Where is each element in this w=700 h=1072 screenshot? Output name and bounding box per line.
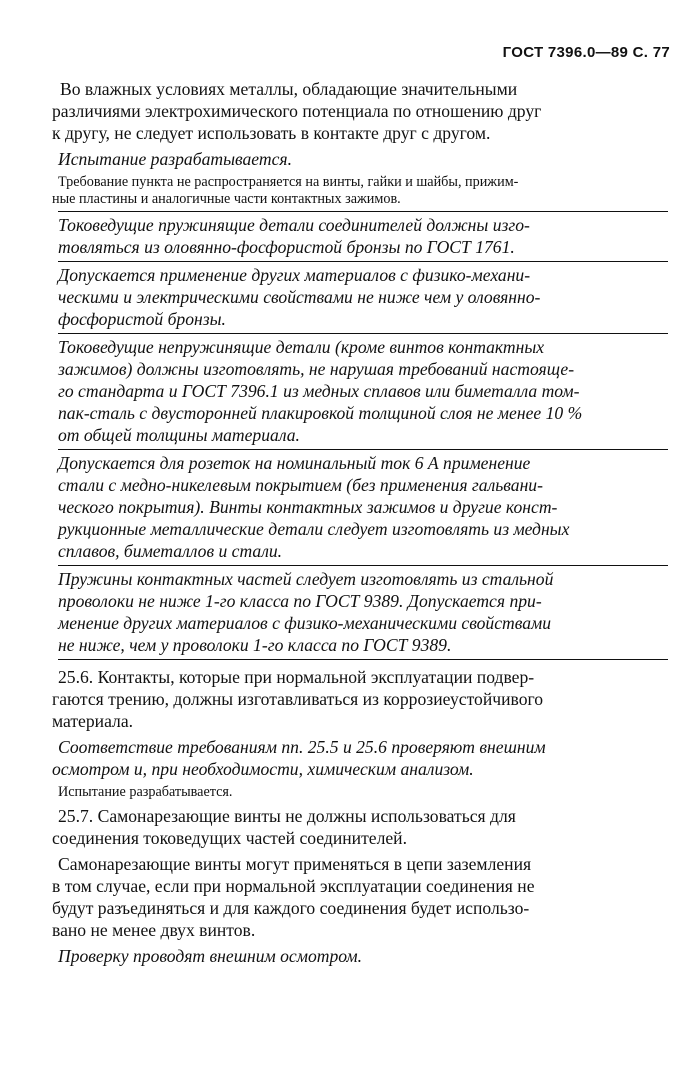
text-line: к другу, не следует использовать в контакте друг с другом. xyxy=(52,123,491,143)
text-line: не ниже, чем у проволоки 1-го класса по ГОСТ 9389. xyxy=(58,635,452,655)
text-line: Требование пункта не распространяется на винты, гайки и шайбы, прижим- xyxy=(58,174,519,190)
text-line: Испытание разрабатывается. xyxy=(58,784,233,800)
text-line: фосфористой бронзы. xyxy=(58,309,226,329)
text-line: рукционные металлические детали следует изготовлять из медных xyxy=(58,519,570,539)
text-line: ческого покрытия). Винты контактных зажимов и другие конст- xyxy=(58,497,558,517)
boxed-paragraph-other-materials xyxy=(58,262,668,334)
page-header: ГОСТ 7396.0—89 С. 77 xyxy=(502,44,670,61)
text-line: 25.6. Контакты, которые при нормальной эксплуатации подвер- xyxy=(58,667,535,687)
text-line: Допускается применение других материалов с физико-механи- xyxy=(58,265,531,285)
text-line: Соответствие требованиям пп. 25.5 и 25.6 проверяют внешним xyxy=(58,737,546,757)
boxed-paragraph-nonspring-parts xyxy=(58,334,668,450)
text-line: Пружины контактных частей следует изготовлять из стальной xyxy=(58,569,554,589)
page-content xyxy=(52,78,668,967)
text-line: 25.7. Самонарезающие винты не должны использоваться для xyxy=(58,806,516,826)
text-line: соединения токоведущих частей соединителей. xyxy=(52,828,407,848)
text-line: Самонарезающие винты могут применяться в цепи заземления xyxy=(58,854,532,874)
text-line: Токоведущие непружинящие детали (кроме винтов контактных xyxy=(58,337,545,357)
text-line: менение других материалов с физико-механическими свойствами xyxy=(58,613,552,633)
paragraph-test-note-2 xyxy=(58,784,668,801)
paragraph-visual-inspection xyxy=(58,945,668,967)
text-line: Проверку проводят внешним осмотром. xyxy=(58,946,363,966)
text-line: Токоведущие пружинящие детали соединителей должны изго- xyxy=(58,215,530,235)
text-line: Испытание разрабатывается. xyxy=(58,149,292,169)
text-line: Во влажных условиях металлы, обладающие значительными xyxy=(60,79,518,99)
text-line: ческими и электрическими свойствами не ниже чем у оловянно- xyxy=(58,287,541,307)
boxed-paragraph-sockets xyxy=(58,450,668,566)
text-line: стали с медно-никелевым покрытием (без применения гальвани- xyxy=(58,475,543,495)
text-line: различиями электрохимического потенциала по отношению друг xyxy=(52,101,542,121)
text-line: пак-сталь с двусторонней плакировкой толщиной слоя не менее 10 % xyxy=(58,403,583,423)
text-line: гаются трению, должны изготавливаться из коррозиеустойчивого xyxy=(52,689,544,709)
paragraph-clause-25-7 xyxy=(52,805,668,849)
text-line: ные пластины и аналогичные части контактных зажимов. xyxy=(52,191,401,207)
paragraph-self-tapping-screws xyxy=(52,853,668,941)
paragraph-requirement-note xyxy=(52,174,668,208)
text-line: сплавов, биметаллов и стали. xyxy=(58,541,283,561)
paragraph-clause-25-6 xyxy=(52,666,668,732)
text-line: го стандарта и ГОСТ 7396.1 из медных сплавов или биметалла том- xyxy=(58,381,580,401)
text-line: зажимов) должны изготовлять, не нарушая требований настояще- xyxy=(58,359,575,379)
paragraph-test-note-1 xyxy=(58,148,668,170)
text-line: товляться из оловянно-фосфористой бронзы по ГОСТ 1761. xyxy=(58,237,515,257)
boxed-paragraph-spring-parts xyxy=(58,211,668,262)
text-line: материала. xyxy=(52,711,134,731)
paragraph-compliance-check xyxy=(52,736,668,780)
text-line: от общей толщины материала. xyxy=(58,425,300,445)
text-line: проволоки не ниже 1-го класса по ГОСТ 9389. Допускается при- xyxy=(58,591,542,611)
text-line: Допускается для розеток на номинальный ток 6 А применение xyxy=(58,453,531,473)
paragraph-metals xyxy=(52,78,668,144)
text-line: в том случае, если при нормальной эксплуатации соединения не xyxy=(52,876,535,896)
text-line: будут разъединяться и для каждого соединения будет использо- xyxy=(52,898,530,918)
boxed-paragraph-springs xyxy=(58,566,668,660)
text-line: осмотром и, при необходимости, химическим анализом. xyxy=(52,759,474,779)
text-line: вано не менее двух винтов. xyxy=(52,920,256,940)
